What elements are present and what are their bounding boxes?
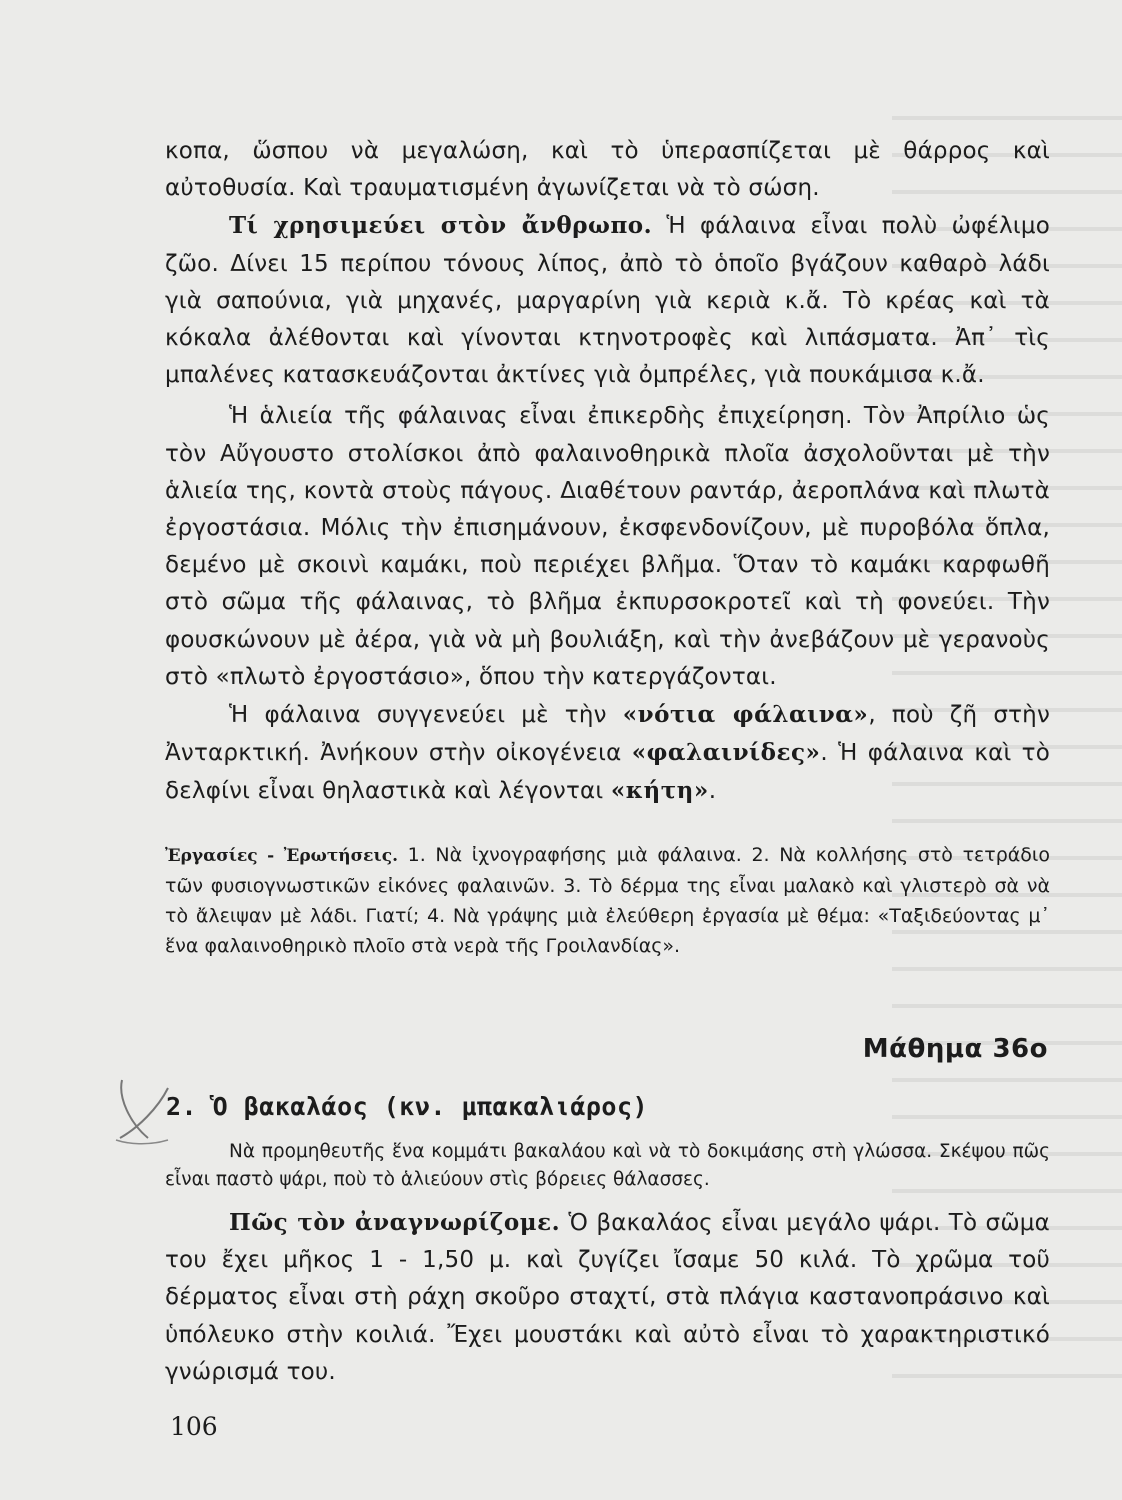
exercises-block — [165, 840, 1050, 961]
exercises-paragraph — [165, 840, 1050, 961]
paragraph-usefulness — [165, 207, 1050, 394]
paragraph-relatives — [165, 696, 1050, 811]
relatives-text-c: , ποὺ ζῆ στὴν Ἀνταρκτική. Ἀνήκουν στὴν οἰκογένεια — [165, 702, 1051, 767]
relatives-term-cetaceans: «κήτη» — [610, 777, 709, 805]
exercises-lead: Ἐργασίες - Ἐρωτήσεις. — [165, 846, 398, 866]
usefulness-text: Ἡ φάλαινα εἶναι πολὺ ὠφέλιμο ζῶο. Δίνει 15 περίπου τόνους λίπος, ἀπὸ τὸ ὁποῖο βγάζουν καθαρὸ λάδι γιὰ σαπούνια, γιὰ μηχανές, μαργαρίνη γιὰ κεριὰ κ.ἄ. Τὸ κρέας καὶ τὰ κόκαλα ἀλέθονται καὶ γίνονται κτηνοτροφὲς καὶ λιπάσματα. Ἀπ᾽ τὶς μπαλένες κατασκευάζονται ἀκτίνες γιὰ ὀμπρέλες, γιὰ πουκάμισα κ.ἄ. — [165, 213, 1050, 389]
relatives-term-family: «φαλαινίδες» — [631, 739, 821, 767]
exercises-text: 1. Νὰ ἰχνογραφήσης μιὰ φάλαινα. 2. Νὰ κολλήσης στὸ τετράδιο τῶν φυσιογνωστικῶν εἰκόνες φαλαινῶν. 3. Τὸ δέρμα της εἶναι μαλακὸ καὶ γλιστερὸ σὰ νὰ τὸ ἄλειψαν μὲ λάδι. Γιατί; 4. Νὰ γράψης μιὰ ἐλεύθερη ἐργασία μὲ θέμα: «Ταξιδεύοντας μ᾽ ἕνα φαλαινοθηρικὸ πλοῖο στὰ νερὰ τῆς Γροιλανδίας». — [165, 844, 1050, 957]
section-intro — [165, 1138, 1050, 1194]
intro-text: Νὰ προμηθευτῆς ἕνα κομμάτι βακαλάου καὶ νὰ τὸ δοκιμάσης στὴ γλώσσα. Σκέψου πῶς εἶναι παστὸ ψάρι, ποὺ τὸ ἁλιεύουν στὶς βόρειες θάλασσες. — [165, 1141, 1050, 1190]
relatives-text-g: . — [708, 778, 717, 805]
relatives-text-e: . Ἡ φάλαινα καὶ τὸ δελφίνι εἶναι θηλαστικὰ καὶ λέγονται — [165, 740, 1050, 805]
recognition-text: Ὁ βακαλάος εἶναι μεγάλο ψάρι. Τὸ σῶμα του ἔχει μῆκος 1 - 1,50 μ. καὶ ζυγίζει ἴσαμε 50 κιλά. Τὸ χρῶμα τοῦ δέρματος εἶναι στὴ ράχη σκοῦρο σταχτί, στὰ πλάγια καστανοπράσινο καὶ ὑπόλευκο στὴν κοιλιά. Ἔχει μουστάκι καὶ αὐτὸ εἶναι τὸ χαρακτηριστικό γνώρισμά του. — [165, 1210, 1050, 1385]
paragraph-whaling: Ἡ ἁλιεία τῆς φάλαινας εἶναι ἐπικερδὴς ἐπιχείρηση. Τὸν Ἀπρίλιο ὡς τὸν Αὔγουστο στολίσκοι ἀπὸ φαλαινοθηρικὰ πλοῖα ἀσχολοῦνται μὲ τὴν ἁλιεία της, κοντὰ στοὺς πάγους. Διαθέτουν ραντάρ, ἀεροπλάνα καὶ πλωτὰ ἐργοστάσια. Μόλις τὴν ἐπισημάνουν, ἐκσφενδονίζουν, μὲ πυροβόλα ὅπλα, δεμένο μὲ σκοινὶ καμάκι, ποὺ περιέχει βλῆμα. Ὅταν τὸ καμάκι καρφωθῆ στὸ σῶμα τῆς φάλαινας, τὸ βλῆμα ἐκπυρσοκροτεῖ καὶ τὴ φονεύει. Τὴν φουσκώνουν μὲ ἀέρα, γιὰ νὰ μὴ βουλιάξη, καὶ τὴν ἀνεβάζουν μὲ γερανοὺς στὸ «πλωτὸ ἐργοστάσιο», ὅπου τὴν κατεργάζονται. — [165, 403, 1050, 690]
paragraph-recognition — [165, 1204, 1050, 1391]
usefulness-lead: Τί χρησιμεύει στὸν ἄνθρωπο. — [229, 212, 653, 240]
relatives-term-southern-whale: «νότια φάλαινα» — [622, 701, 869, 729]
text-block-whale — [165, 133, 1050, 811]
relatives-text-a: Ἡ φάλαινα συγγενεύει μὲ τὴν — [229, 702, 623, 729]
lesson-title: Μάθημα 36ο — [862, 1034, 1048, 1064]
recognition-lead: Πῶς τὸν ἀναγνωρίζομε. — [229, 1209, 561, 1236]
page-number: 106 — [170, 1412, 218, 1441]
text-block-cod — [165, 1204, 1050, 1391]
paragraph-end-protection: κοπα, ὥσπου νὰ μεγαλώση, καὶ τὸ ὑπερασπίζεται μὲ θάρρος καὶ αὐτοθυσία. Καὶ τραυματισμένη ἀγωνίζεται νὰ τὸ σώση. — [165, 138, 1050, 202]
section-heading: 2. Ὁ βακαλάος (κν. μπακαλιάρος) — [166, 1092, 649, 1121]
